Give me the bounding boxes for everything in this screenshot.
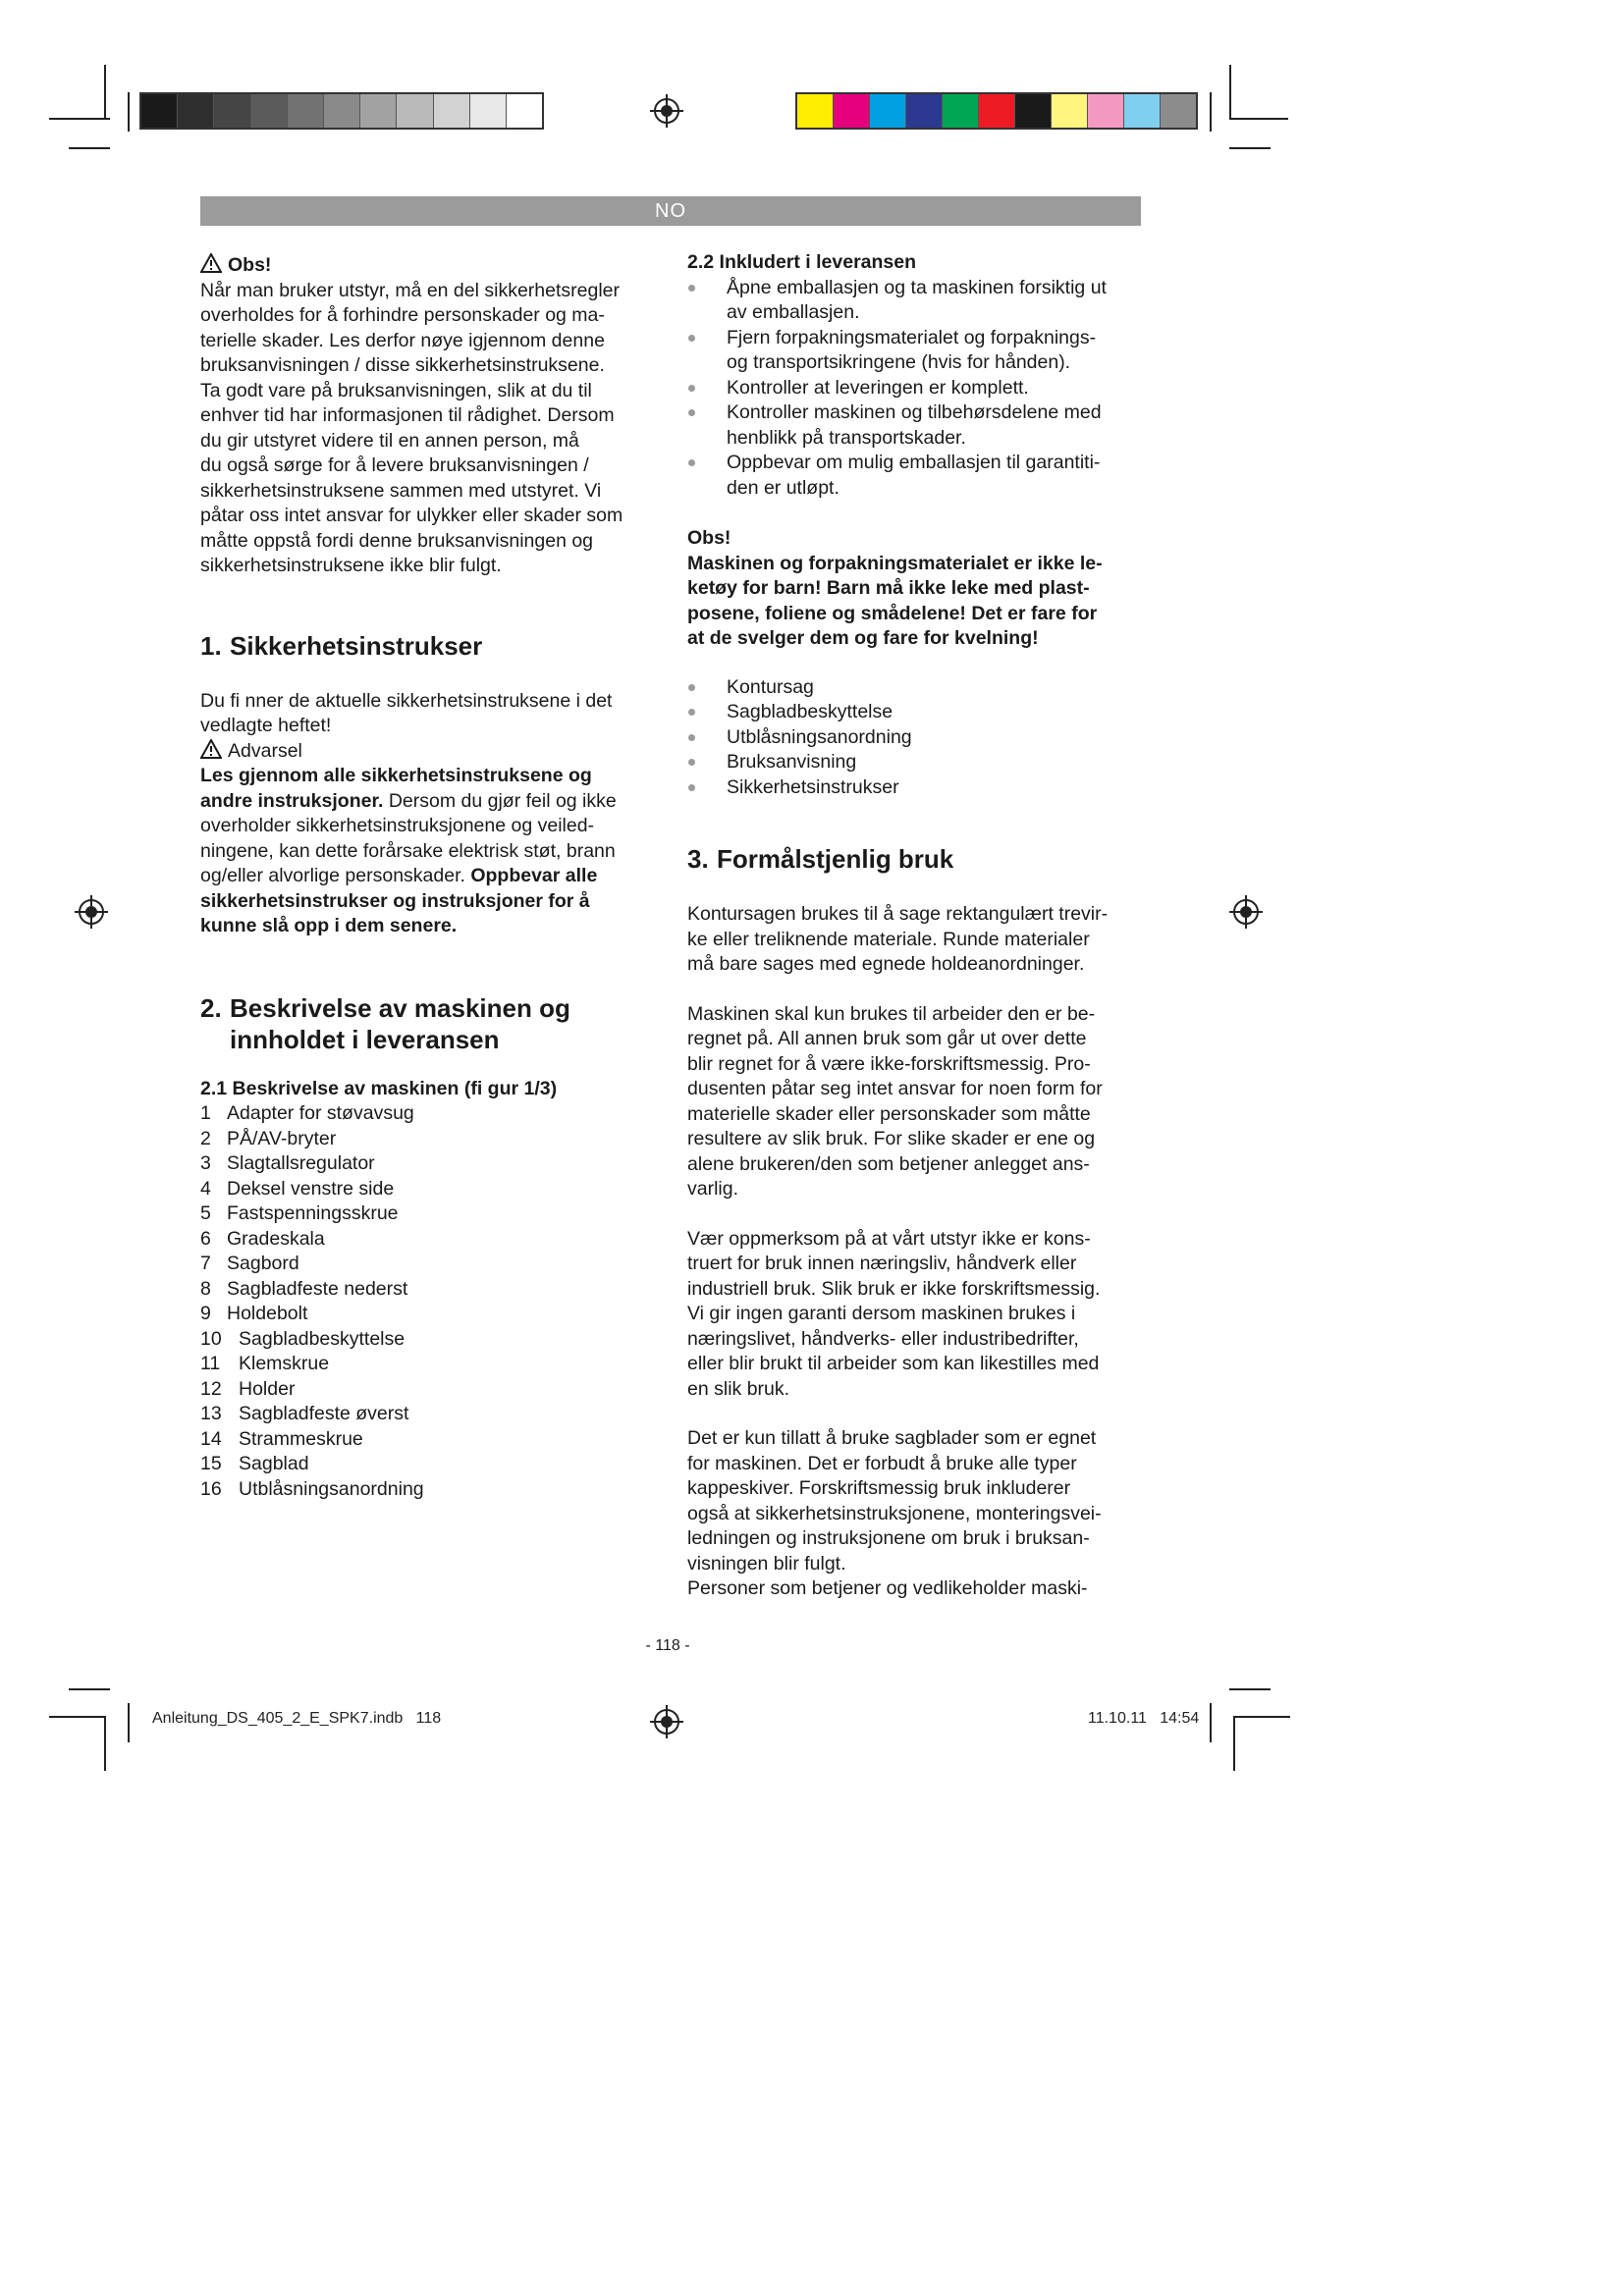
- warning-triangle-icon: [200, 739, 222, 759]
- calibration-swatch: [214, 94, 250, 128]
- list-item: Kontroller at leveringen er komplett.: [687, 376, 1149, 401]
- list-item: 5 Fastspenningsskrue: [200, 1202, 399, 1224]
- list-item: 2 PÅ/AV-bryter: [200, 1127, 337, 1149]
- calibration-swatch: [178, 94, 214, 128]
- list-item: 15 Sagblad: [200, 1453, 309, 1474]
- obs-paragraph: Når man bruker utstyr, må en del sikkerhetsregler overholdes for å forhindre personskader og ma- terielle skader. Les derfor nøye igjennom denne bruksanvisningen / disse sikkerhetsinstruksene. Ta godt vare på bruksanvisningen, slik at du til enhver tid har informasjonen til rådighet. Dersom du gir utstyret videre til en annen person, må du også sørge for å levere bruksanvisningen / sikkerhetsinstruksene sammen med utstyret. Vi påtar oss intet ansvar for ulykker eller skader som måtte oppstå fordi denne bruksanvisningen og sikkerhetsinstruksene ikke blir fulgt.: [200, 279, 623, 576]
- warning-triangle-icon: [200, 253, 222, 273]
- warning-heading: Advarsel: [200, 739, 662, 765]
- calibration-swatch: [1052, 94, 1088, 128]
- list-item: 7 Sagbord: [200, 1253, 299, 1274]
- calibration-swatch: [141, 94, 178, 128]
- grayscale-calibration-strip: [139, 92, 544, 130]
- right-column: [687, 250, 1149, 1602]
- list-item: 14 Strammeskrue: [200, 1427, 363, 1450]
- calibration-swatch: [434, 94, 470, 128]
- language-header-band: [200, 196, 1141, 226]
- registration-mark-icon: [75, 895, 108, 929]
- list-item: 11 Klemskrue: [200, 1353, 330, 1374]
- list-item: 3 Slagtallsregulator: [200, 1152, 375, 1174]
- calibration-swatch: [251, 94, 288, 128]
- footer-date: 11.10.11: [1088, 1710, 1147, 1727]
- section-3-paragraph-4: Det er kun tillatt å bruke sagblader som er egnet for maskinen. Det er forbudt å bruke alle typer kappeskiver. Forskriftsmessig bruk inkluderer også at sikkerhetsinstruksjonene, monteringsvei- ledningen og instruksjonene om bruk i bruksan- visningen blir fulgt. Personer som betjener og vedlikeholder maski-: [687, 1427, 1102, 1599]
- calibration-swatch: [979, 94, 1015, 128]
- obs-children-heading: Obs!: [687, 527, 731, 549]
- list-item: Kontroller maskinen og tilbehørsdelene med henblikk på transportskader.: [687, 400, 1149, 451]
- section-3-paragraph-1: Kontursagen brukes til å sage rektangulært trevir- ke eller treliknende materiale. Runde materialer må bare sages med egnede holdeanordninger.: [687, 903, 1109, 975]
- left-column: [200, 253, 662, 1502]
- obs-heading: Obs!: [200, 253, 662, 279]
- list-item: Utblåsningsanordning: [687, 725, 1149, 751]
- calibration-swatch: [906, 94, 943, 128]
- list-item: Fjern forpakningsmaterialet og forpaknings- og transportsikringene (hvis for hånden).: [687, 326, 1149, 376]
- list-item: 1 Adapter for støvavsug: [200, 1102, 414, 1124]
- footer-timestamp: [1088, 1710, 1199, 1728]
- calibration-swatch: [1124, 94, 1161, 128]
- calibration-swatch: [870, 94, 906, 128]
- footer-time: 14:54: [1160, 1710, 1200, 1727]
- section-3-paragraph-3: Vær oppmerksom på at vårt utstyr ikke er kons- truert for bruk innen næringsliv, håndverk eller industriell bruk. Slik bruk er ikke forskriftsmessig. Vi gir ingen garanti dersom maskinen brukes i næringslivet, håndverks- eller industribedrifter, eller blir brukt til arbeider som kan likestilles med en slik bruk.: [687, 1227, 1101, 1400]
- calibration-swatch: [834, 94, 870, 128]
- list-item: Oppbevar om mulig emballasjen til garantiti- den er utløpt.: [687, 451, 1149, 501]
- language-code: NO: [655, 200, 686, 222]
- list-item: Sikkerhetsinstrukser: [687, 775, 1149, 801]
- delivery-contents-list: [687, 675, 1149, 801]
- list-item: 4 Deksel venstre side: [200, 1177, 395, 1200]
- registration-mark-icon: [1229, 895, 1263, 929]
- page-number: - 118 -: [645, 1637, 690, 1654]
- delivery-steps-list: [687, 276, 1149, 502]
- list-item: 6 Gradeskala: [200, 1227, 325, 1250]
- calibration-swatch: [1015, 94, 1052, 128]
- list-item: Åpne emballasjen og ta maskinen forsiktig ut av emballasjen.: [687, 276, 1149, 326]
- registration-mark-icon: [650, 1705, 683, 1738]
- calibration-swatch: [943, 94, 979, 128]
- subsection-2-2-heading: 2.2 Inkludert i leveransen: [687, 251, 917, 273]
- subsection-2-1-heading: 2.1 Beskrivelse av maskinen (fi gur 1/3): [200, 1077, 558, 1099]
- footer-file-info: Anleitung_DS_405_2_E_SPK7.indb 118: [152, 1710, 442, 1727]
- list-item: 16 Utblåsningsanordning: [200, 1477, 424, 1500]
- list-item: 10 Sagbladbeskyttelse: [200, 1327, 406, 1350]
- obs-children-warning: Maskinen og forpakningsmaterialet er ikke le- ketøy for barn! Barn må ikke leke med plast- posene, foliene og smådelene! Det er fare for at de svelger dem og fare for kvelning!: [687, 552, 1103, 649]
- calibration-swatch: [288, 94, 324, 128]
- color-calibration-strip: [795, 92, 1198, 130]
- calibration-swatch: [397, 94, 433, 128]
- list-item: 12 Holder: [200, 1377, 296, 1400]
- calibration-swatch: [507, 94, 542, 128]
- list-item: Sagbladbeskyttelse: [687, 700, 1149, 725]
- registration-mark-icon: [650, 94, 683, 128]
- calibration-swatch: [1088, 94, 1124, 128]
- section-1-intro: Du fi nner de aktuelle sikkerhetsinstruksene i det vedlagte heftet!: [200, 689, 613, 736]
- section-3-paragraph-2: Maskinen skal kun brukes til arbeider den er be- regnet på. All annen bruk som går ut over dette blir regnet for å være ikke-forskriftsmessig. Pro- dusenten påtar seg intet ansvar for noen form for materielle skader eller personskader som måtte resultere av slik bruk. For slike skader er ene og alene brukeren/den som betjener anlegget ans- varlig.: [687, 1002, 1103, 1200]
- warning-paragraph: Les gjennom alle sikkerhetsinstruksene og andre instruksjoner. Dersom du gjør feil og ikke overholder sikkerhetsinstruksjonene og veiled- ningene, kan dette forårsake elektrisk støt, brann og/eller alvorlige personskader. Oppbevar alle sikkerhetsinstrukser og instruksjoner for å kunne slå opp i dem senere.: [200, 765, 617, 936]
- list-item: 9 Holdebolt: [200, 1303, 308, 1324]
- section-2-heading: 2. Beskrivelse av maskinen og innholdet i leveransen: [200, 992, 570, 1054]
- list-item: Kontursag: [687, 675, 1149, 701]
- section-1-heading: 1. Sikkerhetsinstrukser: [200, 630, 483, 661]
- calibration-swatch: [324, 94, 360, 128]
- calibration-swatch: [360, 94, 397, 128]
- list-item: 13 Sagbladfeste øverst: [200, 1403, 409, 1424]
- calibration-swatch: [1161, 94, 1196, 128]
- list-item: 8 Sagbladfeste nederst: [200, 1277, 408, 1300]
- parts-list: [200, 1101, 662, 1502]
- section-3-heading: 3. Formålstjenlig bruk: [687, 844, 954, 874]
- calibration-swatch: [470, 94, 507, 128]
- list-item: Bruksanvisning: [687, 750, 1149, 775]
- calibration-swatch: [797, 94, 834, 128]
